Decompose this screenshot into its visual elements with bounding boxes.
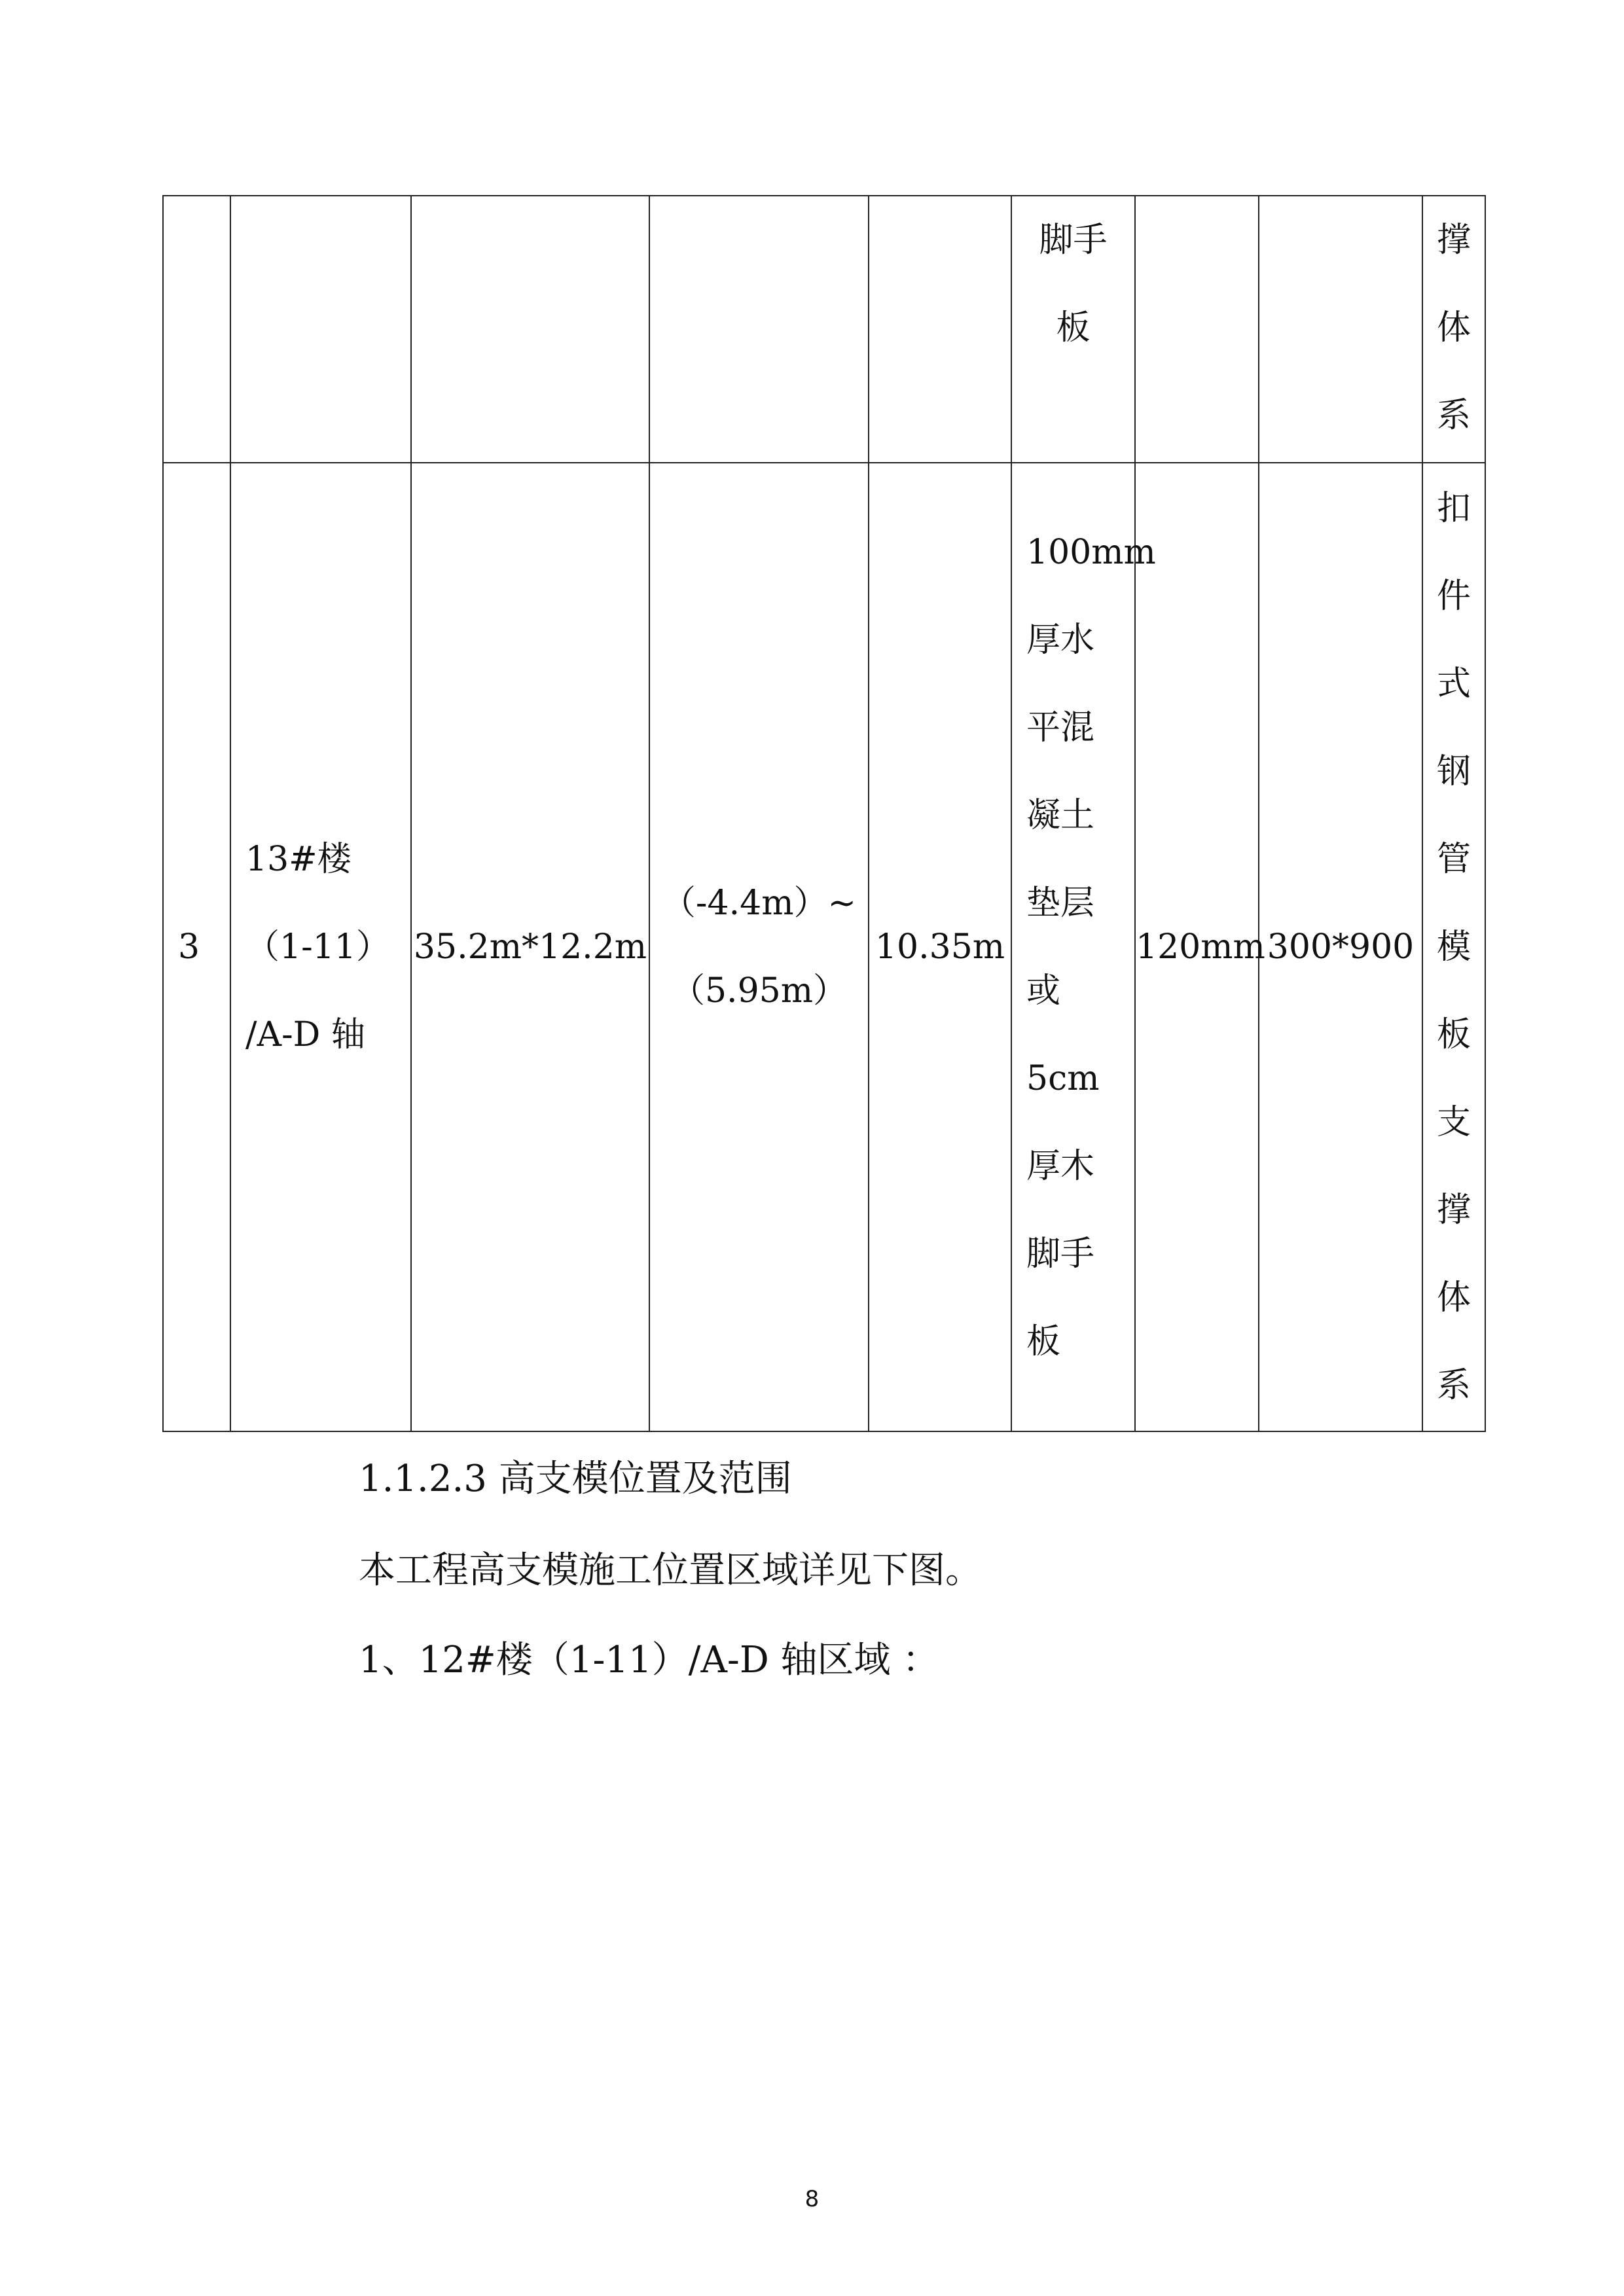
cell-slab bbox=[1135, 196, 1259, 463]
cell-line: 管 bbox=[1436, 840, 1471, 879]
cell-base bbox=[1011, 196, 1135, 463]
cell-line: 系 bbox=[1436, 1366, 1471, 1405]
cell-system bbox=[1422, 463, 1485, 1431]
cell-line: /A-D 轴 bbox=[245, 1015, 365, 1054]
cell-line: 脚手 bbox=[1026, 1234, 1095, 1274]
cell-line: 式 bbox=[1436, 664, 1471, 704]
cell-slab: 120mm bbox=[1135, 463, 1259, 1431]
cell-location bbox=[230, 463, 411, 1431]
cell-line: 100mm bbox=[1026, 533, 1156, 572]
cell-line: 脚手 bbox=[1039, 221, 1108, 260]
formwork-spec-table bbox=[162, 195, 1486, 1432]
cell-line: 或 bbox=[1026, 971, 1061, 1011]
cell-line: 厚木 bbox=[1026, 1147, 1095, 1186]
cell-line: 垫层 bbox=[1026, 884, 1095, 923]
cell-line: 板 bbox=[1436, 1015, 1471, 1054]
list-item: 1、12#楼（1-11）/A-D 轴区域 ： bbox=[359, 1639, 939, 1681]
cell-line: 5cm bbox=[1026, 1059, 1100, 1098]
section-heading: 1.1.2.3 高支模位置及范围 bbox=[359, 1458, 792, 1500]
cell-line: 体 bbox=[1436, 1278, 1471, 1318]
cell-height: 10.35m bbox=[869, 463, 1011, 1431]
cell-elevation bbox=[649, 463, 869, 1431]
cell-line: 撑 bbox=[1436, 221, 1471, 260]
cell-height bbox=[869, 196, 1011, 463]
cell-line: 撑 bbox=[1436, 1191, 1471, 1230]
cell-line: 凝土 bbox=[1026, 796, 1095, 835]
body-paragraph: 本工程高支模施工位置区域详见下图。 bbox=[359, 1549, 982, 1592]
cell-line: 模 bbox=[1436, 927, 1471, 967]
cell-no: 3 bbox=[163, 463, 230, 1431]
cell-location bbox=[230, 196, 411, 463]
cell-line: 支 bbox=[1436, 1103, 1471, 1142]
cell-beam bbox=[1259, 196, 1422, 463]
cell-size bbox=[411, 196, 649, 463]
table-row-continued bbox=[163, 196, 1485, 463]
cell-elevation bbox=[649, 196, 869, 463]
cell-line: （-4.4m）~ bbox=[661, 884, 857, 923]
cell-line: 钢 bbox=[1436, 752, 1471, 791]
cell-line: 扣 bbox=[1436, 489, 1471, 528]
cell-line: （1-11） bbox=[245, 927, 390, 967]
cell-line: 体 bbox=[1436, 308, 1471, 348]
cell-line: 厚水 bbox=[1026, 620, 1095, 660]
cell-base bbox=[1011, 463, 1156, 1431]
page-number: 8 bbox=[804, 2186, 820, 2212]
table-row-3 bbox=[163, 463, 1485, 1431]
cell-line: 平混 bbox=[1026, 708, 1095, 747]
cell-line: 13#楼 bbox=[245, 840, 352, 879]
cell-system bbox=[1422, 196, 1485, 463]
cell-line: 板 bbox=[1056, 308, 1091, 348]
cell-line: 板 bbox=[1026, 1322, 1061, 1361]
cell-line: （5.95m） bbox=[670, 971, 848, 1011]
cell-line: 系 bbox=[1436, 396, 1471, 435]
cell-no bbox=[163, 196, 230, 463]
cell-line: 件 bbox=[1436, 577, 1471, 616]
cell-size: 35.2m*12.2m bbox=[411, 463, 649, 1431]
cell-beam: 300*900 bbox=[1259, 463, 1422, 1431]
